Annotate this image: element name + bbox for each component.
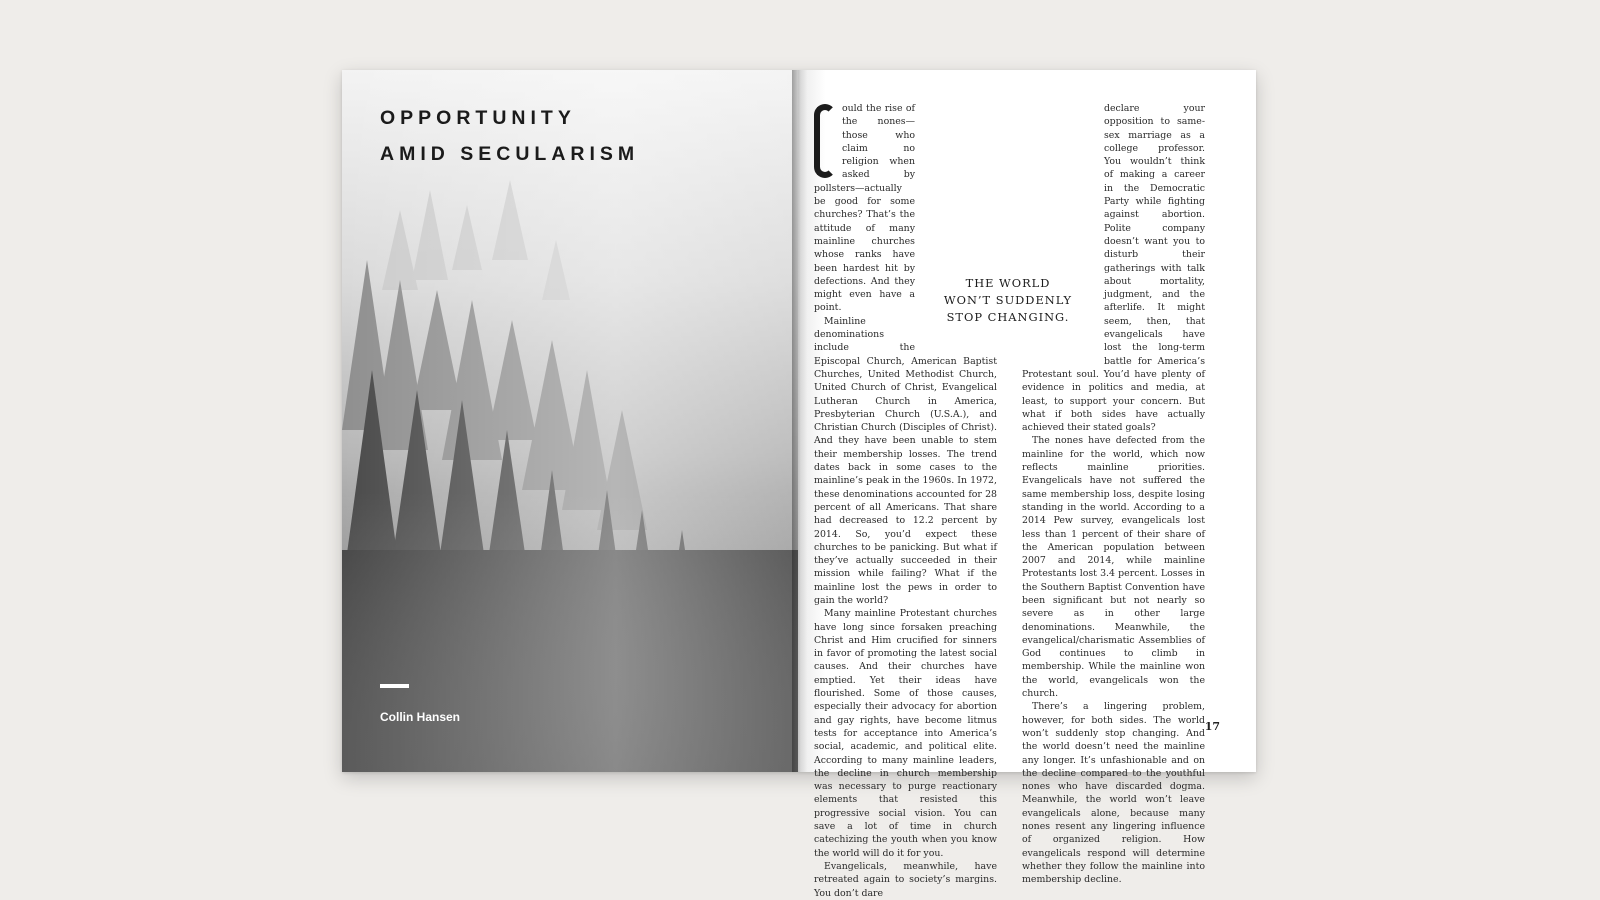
text-column-2 [1022, 102, 1205, 887]
pull-quote-line: WON’T SUDDENLY [943, 293, 1073, 307]
author-rule [380, 684, 409, 688]
drop-cap [814, 104, 836, 178]
paragraph: Mainline denominations include the Episcopal Church, American Baptist Churches, United Methodist Church, United Church of Christ, Evangelical Lutheran Church in America, Presbyterian Church (U.S.A.), and Christian Church (Disciples of Christ). And they have been unable to stem their membership losses. The trend dates back in some cases to the mainline’s peak in the 1960s. In 1972, these denominations accounted for 28 percent of all Americans. That share had decreased to 12.2 percent by 2014. So, you’d expect these churches to be panicking. But what if they’ve actually succeeded in their mission while failing? What if the mainline lost the pews in order to gain the world? [814, 315, 997, 606]
pull-quote [943, 275, 1073, 326]
article-title [380, 100, 639, 172]
pull-quote-line: STOP CHANGING. [946, 310, 1070, 324]
paragraph: The nones have defected from the mainline for the world, which now reflects mainline priorities. Evangelicals have not suffered the same membership loss, despite losing standing in the world. According to a 2014 Pew survey, evangelicals lost less than 1 percent of their share of the American population between 2007 and 2014, while mainline Protestants lost 3.4 percent. Losses in the Southern Baptist Convention have been significant but not nearly so severe as in other large denominations. Meanwhile, the evangelical/charismatic Assemblies of God continues to climb in membership. While the mainline won the world, evangelicals won the church. [1022, 435, 1205, 700]
paragraph: Many mainline Protestant churches have long since forsaken preaching Christ and Him crucified for sinners in favor of promoting the latest social causes. And their churches have emptied. Yet their ideas have flourished. Some of those causes, especially their advocacy for abortion and gay rights, have become litmus tests for acceptance into America’s social, academic, and political elite. According to many mainline leaders, the decline in church membership was necessary to purge reactionary elements that resisted this progressive social vision. You can save a lot of time in church catechizing the youth when you know the world will do it for you. [814, 608, 997, 859]
title-line-1: OPPORTUNITY [380, 107, 576, 129]
spine-gutter [792, 70, 814, 772]
paragraph: There’s a lingering problem, however, for both sides. The world won’t suddenly stop changing. And the world doesn’t need the mainline any longer. It’s unfashionable and on the decline compared to the youthful nones who have discarded dogma. Meanwhile, the world won’t leave evangelicals alone, because many nones resent any lingering influence of organized religion. How evangelicals respond will determine whether they follow the mainline into membership decline. [1022, 701, 1205, 886]
paragraph: ould the rise of the nones—those who claim no religion when asked by pollsters—actually be good for some churches? That’s the attitude of many mainline churches whose ranks have been hardest hit by defections. And they might even have a point. [814, 103, 915, 314]
foggy-forest-image [342, 70, 798, 772]
paragraph: Evangelicals, meanwhile, have retreated again to society’s margins. You don’t dare [814, 860, 997, 899]
page-number: 17 [1204, 720, 1220, 733]
paragraph: declare your opposition to same-sex marriage as a college professor. You wouldn’t think of making a career in the Democratic Party while fighting against abortion. Polite company doesn’t want you to disturb their gatherings with talk about mortality, judgment, and the afterlife. It might seem, then, that evangelicals have lost the long-term battle for America’s Protestant soul. You’d have plenty of evidence in politics and media, at least, to support your concern. But what if both sides have actually achieved their stated goals? [1022, 103, 1205, 434]
left-page-photo [342, 70, 798, 772]
text-column-1 [814, 102, 997, 900]
pull-quote-line: THE WORLD [965, 276, 1051, 290]
magazine-spread [342, 70, 1256, 899]
right-page-text [798, 70, 1256, 899]
title-line-2: AMID SECULARISM [380, 143, 640, 165]
author-name: Collin Hansen [380, 710, 461, 724]
